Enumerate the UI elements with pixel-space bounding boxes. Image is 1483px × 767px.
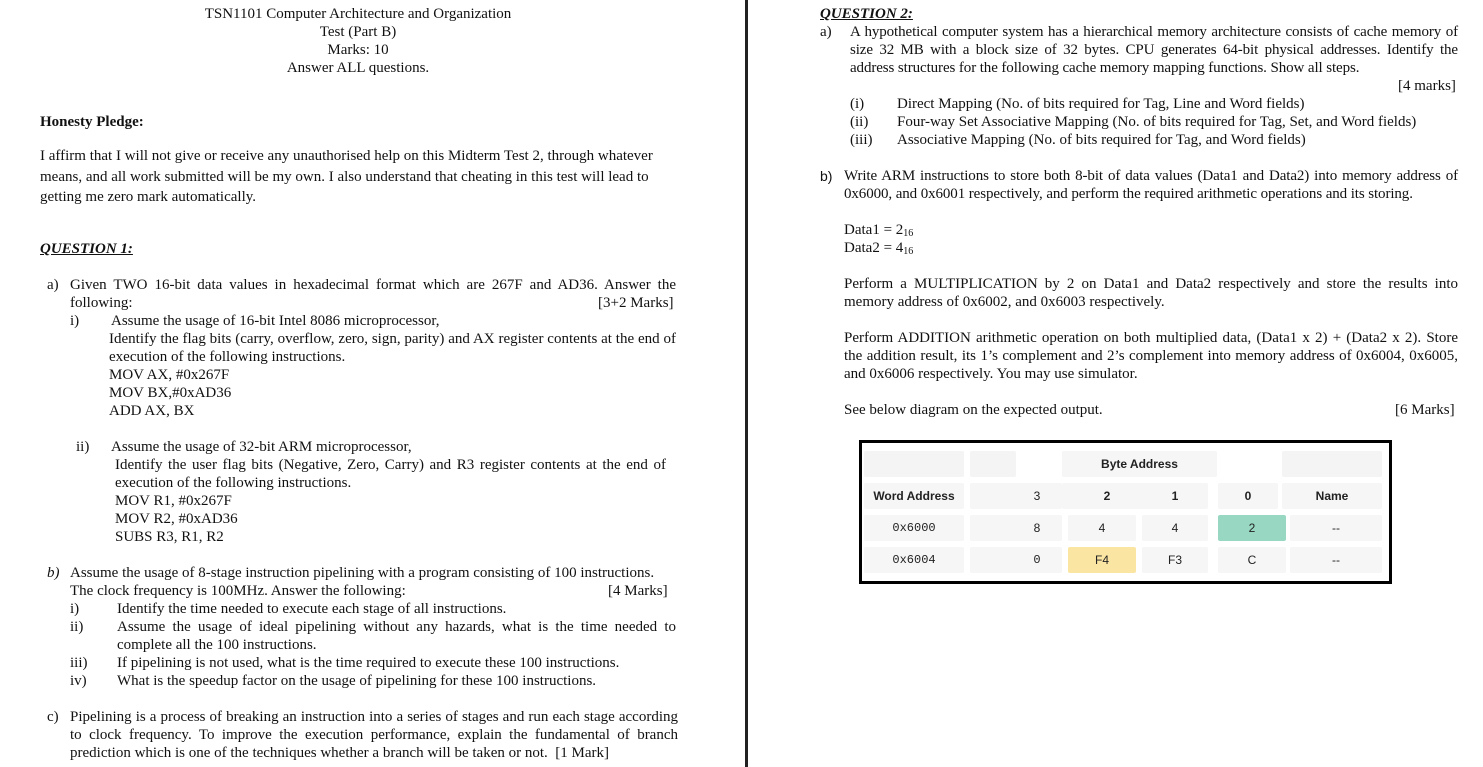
- q1c-marks: [1 Mark]: [555, 745, 610, 761]
- q1aii-line1: Assume the usage of 32-bit ARM microprocessor,: [111, 439, 412, 455]
- row1-byte3: 0: [1012, 547, 1062, 573]
- q2b-text: Write ARM instructions to store both 8-bit of data values (Data1 and Data2) into memory address of 0x6000, and 0x6001 respectively, and perform the required arithmetic operations and its storing.: [844, 168, 1458, 202]
- q2a-text: A hypothetical computer system has a hierarchical memory architecture consists of cache memory of size 32 MB with a block size of 32 bytes. CPU generates 64-bit physical addresses. Identify the address structures for the following cache memory mapping functions. Show all steps.: [850, 24, 1458, 76]
- q1b-iv-text: What is the speedup factor on the usage of pipelining for these 100 instructions.: [117, 673, 597, 689]
- q1a-marks: [3+2 Marks]: [598, 295, 674, 311]
- q1ai-line1: Assume the usage of 16-bit Intel 8086 microprocessor,: [111, 313, 440, 329]
- row0-byte3: 8: [1012, 515, 1062, 541]
- col-byte-1: 1: [1142, 483, 1208, 509]
- q2a-label: a): [820, 24, 832, 40]
- q1a-text: Given TWO 16-bit data values in hexadecimal format which are 267F and AD36. Answer the following:: [70, 277, 676, 311]
- q1b-i-text: Identify the time needed to execute each stage of all instructions.: [117, 601, 507, 617]
- test-title: Test (Part B): [319, 24, 397, 40]
- q1b-i-label: i): [70, 601, 80, 617]
- col-byte-3: 3: [1012, 483, 1062, 509]
- row1-name: --: [1290, 547, 1382, 573]
- column-divider: [745, 0, 748, 767]
- word-address-header: Word Address: [864, 483, 964, 509]
- course-title: TSN1101 Computer Architecture and Organization: [204, 6, 512, 22]
- q1ai-code-1: MOV AX, #0x267F: [109, 367, 230, 383]
- q2b-data2: Data2 = $4_{16}$: [844, 240, 914, 257]
- answer-instruction: Answer ALL questions.: [286, 60, 430, 76]
- q2a-iii-text: Associative Mapping (No. of bits required for Tag, and Word fields): [897, 132, 1306, 148]
- q1ai-label: i): [70, 313, 80, 329]
- q1aii-code-2: MOV R2, #0xAD36: [115, 511, 238, 527]
- q1b-label: b): [47, 565, 60, 581]
- row1-byte0: C: [1218, 547, 1286, 573]
- q1b-text2: The clock frequency is 100MHz. Answer the following:: [70, 583, 406, 599]
- row-addr-6000: 0x6000: [864, 515, 964, 541]
- q2b-data1: Data1 = $2_{16}$: [844, 222, 914, 239]
- q1aii-code-1: MOV R1, #0x267F: [115, 493, 232, 509]
- row-addr-6004: 0x6004: [864, 547, 964, 573]
- q1a-label: a): [47, 277, 59, 293]
- q2b-see: See below diagram on the expected output.: [844, 402, 1103, 418]
- q2b-marks: [6 Marks]: [1395, 402, 1455, 418]
- q1aii-code-3: SUBS R3, R1, R2: [115, 529, 224, 545]
- q1ai-code-2: MOV BX,#0xAD36: [109, 385, 232, 401]
- q2b-label: b): [820, 168, 833, 184]
- q1c-text: Pipelining is a process of breaking an instruction into a series of stages and run each stage according to clock frequency. To improve the execution performance, explain the fundamental of branch prediction which is one of the techniques whether a branch will be taken or not. [1 Mark]: [70, 709, 678, 761]
- q1b-ii-text: Assume the usage of ideal pipelining without any hazards, what is the time needed to complete all the 100 instructions.: [117, 619, 676, 653]
- honesty-title: Honesty Pledge:: [40, 114, 144, 130]
- q1b-iv-label: iv): [70, 673, 87, 689]
- q2a-iii-label: (iii): [850, 132, 873, 148]
- q1aii-line2: Identify the user flag bits (Negative, Zero, Carry) and R3 register contents at the end of execution of the following instructions.: [115, 457, 666, 491]
- q1b-ii-label: ii): [70, 619, 84, 635]
- q2b-mult: Perform a MULTIPLICATION by 2 on Data1 and Data2 respectively and store the results into memory address of 0x6002, and 0x6003 respectively.: [844, 276, 1458, 310]
- col-byte-2: 2: [1062, 483, 1152, 509]
- marks-total: Marks: 10: [327, 42, 389, 58]
- col-3: [970, 483, 1016, 509]
- q2-title: QUESTION 2:: [820, 6, 913, 22]
- q1ai-line2: Identify the flag bits (carry, overflow, zero, sign, parity) and AX register contents at the end of execution of the following instructions.: [109, 331, 676, 365]
- row1-byte2: F4: [1068, 547, 1136, 573]
- row1-byte1: F3: [1142, 547, 1208, 573]
- q1aii-label: ii): [76, 439, 90, 455]
- q1b-text1: Assume the usage of 8-stage instruction pipelining with a program consisting of 100 instructions.: [70, 565, 655, 581]
- name-header: Name: [1282, 483, 1382, 509]
- q2a-ii-label: (ii): [850, 114, 869, 130]
- q1b-marks: [4 Marks]: [608, 583, 668, 599]
- row0-byte1: 4: [1142, 515, 1208, 541]
- byte-address-header: Byte Address: [1062, 451, 1217, 477]
- memory-diagram: [859, 440, 1392, 584]
- q2b-add: Perform ADDITION arithmetic operation on both multiplied data, (Data1 x 2) + (Data2 x 2). Store the addition result, its 1’s complement and 2’s complement into memory address of 0x6004, 0x6005, and 0x6006 respectively. You may use simulator.: [844, 330, 1458, 382]
- q1b-iii-label: iii): [70, 655, 88, 671]
- q2a-i-text: Direct Mapping (No. of bits required for Tag, Line and Word fields): [897, 96, 1305, 112]
- q1c-label: c): [47, 709, 59, 725]
- q2a-i-label: (i): [850, 96, 865, 112]
- row0-name: --: [1290, 515, 1382, 541]
- q2a-ii-text: Four-way Set Associative Mapping (No. of bits required for Tag, Set, and Word fields): [897, 114, 1417, 130]
- row0-byte2: 4: [1068, 515, 1136, 541]
- col-byte-0: 0: [1218, 483, 1278, 509]
- q2a-marks: [4 marks]: [1398, 78, 1456, 94]
- row0-byte0: 2: [1218, 515, 1286, 541]
- q1b-iii-text: If pipelining is not used, what is the time required to execute these 100 instructions.: [117, 655, 620, 671]
- q1ai-code-3: ADD AX, BX: [109, 403, 195, 419]
- q1-title: QUESTION 1:: [40, 241, 133, 257]
- honesty-text: I affirm that I will not give or receive any unauthorised help on this Midterm Test 2, through whatever means, and all work submitted will be my own. I also understand that cheating in this test will lead to getting me zero mark automatically.: [40, 148, 653, 205]
